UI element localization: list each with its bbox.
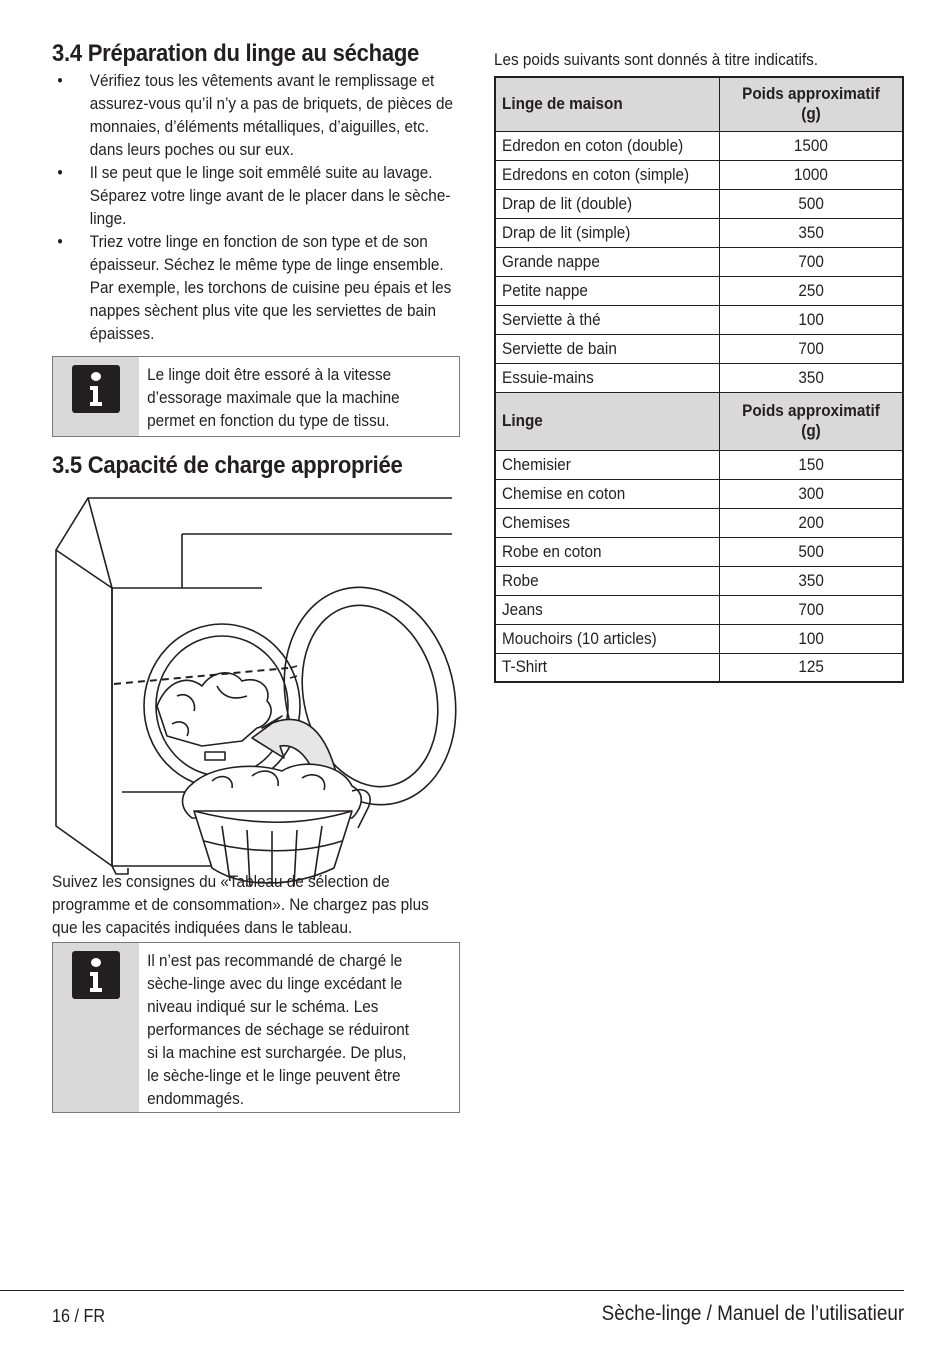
table-row [495,247,903,276]
item-weight-cell: 1500 [720,131,904,160]
item-name-cell: Serviette de bain [495,334,720,363]
footer-divider [0,1290,904,1291]
item-weight-cell: 300 [720,479,904,508]
item-weight-cell: 350 [720,363,904,392]
item-name-cell: Chemisier [495,450,720,479]
table-row [495,595,903,624]
clothing-header-name: Linge [495,392,720,450]
section-capacity-title: 3.5 Capacité de charge appropriée [52,452,403,479]
weights-intro: Les poids suivants sont donnés à titre indicatifs. [494,50,819,69]
dryer-loading-illustration [52,496,462,886]
clothing-header-weight: Poids approximatif (g) [720,392,904,450]
household-header-weight: Poids approximatif (g) [720,77,904,131]
table-row [495,334,903,363]
item-weight-cell: 250 [720,276,904,305]
prep-bullets-wrap [52,69,459,345]
table-row [495,624,903,653]
item-name-cell: Serviette à thé [495,305,720,334]
item-name-cell: Edredons en coton (simple) [495,160,720,189]
bullet-text: Il se peut que le linge soit emmêlé suite au lavage. Séparez votre linge avant de le placer dans le sèche-linge. [89,163,451,228]
capacity-instruction: Suivez les consignes du «Tableau de sélection de programme et de consommation». Ne chargez pas plus que les capacités indiquées dans le tableau. [52,872,429,937]
list-item [52,69,459,161]
bullet-text: Vérifiez tous les vêtements avant le remplissage et assurez-vous qu’il n’y a pas de briquets, de pièces de monnaies, d’éléments métalliques, d’aiguilles, etc. dans leurs poches ou sur eux. [89,71,453,159]
item-weight-cell: 125 [720,653,904,682]
item-name-cell: T-Shirt [495,653,720,682]
info-note-text: Le linge doit être essoré à la vitesse d’essorage maximale que la machine permet en fonction du type de tissu. [147,365,400,430]
household-header-name: Linge de maison [495,77,720,131]
warning-note-box [52,942,460,1113]
table-row [495,276,903,305]
item-weight-cell: 100 [720,624,904,653]
item-name-cell: Robe [495,566,720,595]
left-column [52,40,460,1108]
item-weight-cell: 200 [720,508,904,537]
table-header-row [495,392,903,450]
table-row [495,479,903,508]
table-row [495,363,903,392]
right-column [494,48,904,683]
weights-table [494,76,904,683]
item-name-cell: Robe en coton [495,537,720,566]
item-name-cell: Grande nappe [495,247,720,276]
bullet-text: Triez votre linge en fonction de son type et de son épaisseur. Séchez le même type de linge ensemble. Par exemple, les torchons de cuisine peu épais et les nappes sèchent plus vite que les serviettes de bain épaisses. [89,232,452,343]
table-row [495,218,903,247]
item-weight-cell: 700 [720,247,904,276]
table-row [495,305,903,334]
info-icon [72,365,120,413]
item-name-cell: Drap de lit (simple) [495,218,720,247]
info-icon-cell [53,943,139,1112]
item-weight-cell: 100 [720,305,904,334]
item-name-cell: Essuie-mains [495,363,720,392]
clothing-rows [495,450,903,682]
page-number: 16 / FR [52,1306,106,1326]
table-row [495,160,903,189]
item-name-cell: Petite nappe [495,276,720,305]
item-weight-cell: 700 [720,334,904,363]
bullet-dot: • [57,163,63,182]
table-row [495,508,903,537]
item-name-cell: Chemise en coton [495,479,720,508]
table-row [495,131,903,160]
item-weight-cell: 500 [720,189,904,218]
item-name-cell: Drap de lit (double) [495,189,720,218]
table-row [495,450,903,479]
info-icon-cell [53,357,139,436]
table-row [495,189,903,218]
item-weight-cell: 700 [720,595,904,624]
item-name-cell: Chemises [495,508,720,537]
info-note-box [52,356,460,437]
manual-title: Sèche-linge / Manuel de l’utilisatieur [601,1302,904,1325]
table-header-row [495,77,903,131]
item-name-cell: Mouchoirs (10 articles) [495,624,720,653]
info-icon [72,951,120,999]
item-weight-cell: 150 [720,450,904,479]
bullet-dot: • [57,71,63,90]
list-item [52,230,459,345]
item-name-cell: Jeans [495,595,720,624]
household-rows [495,131,903,392]
table-row [495,537,903,566]
bullet-dot: • [57,232,63,251]
prep-bullet-list [52,69,459,345]
section-prep-title: 3.4 Préparation du linge au séchage [52,40,420,67]
item-name-cell: Edredon en coton (double) [495,131,720,160]
warning-note-text: Il n’est pas recommandé de chargé le sèche-linge avec du linge excédant le niveau indiqué sur le schéma. Les performances de séchage se réduiront si la machine est surchargée. De plus, le sèche-linge et le linge peuvent être endommagés. [147,951,410,1108]
item-weight-cell: 350 [720,218,904,247]
list-item [52,161,459,230]
table-row [495,566,903,595]
item-weight-cell: 350 [720,566,904,595]
table-row [495,653,903,682]
item-weight-cell: 1000 [720,160,904,189]
item-weight-cell: 500 [720,537,904,566]
